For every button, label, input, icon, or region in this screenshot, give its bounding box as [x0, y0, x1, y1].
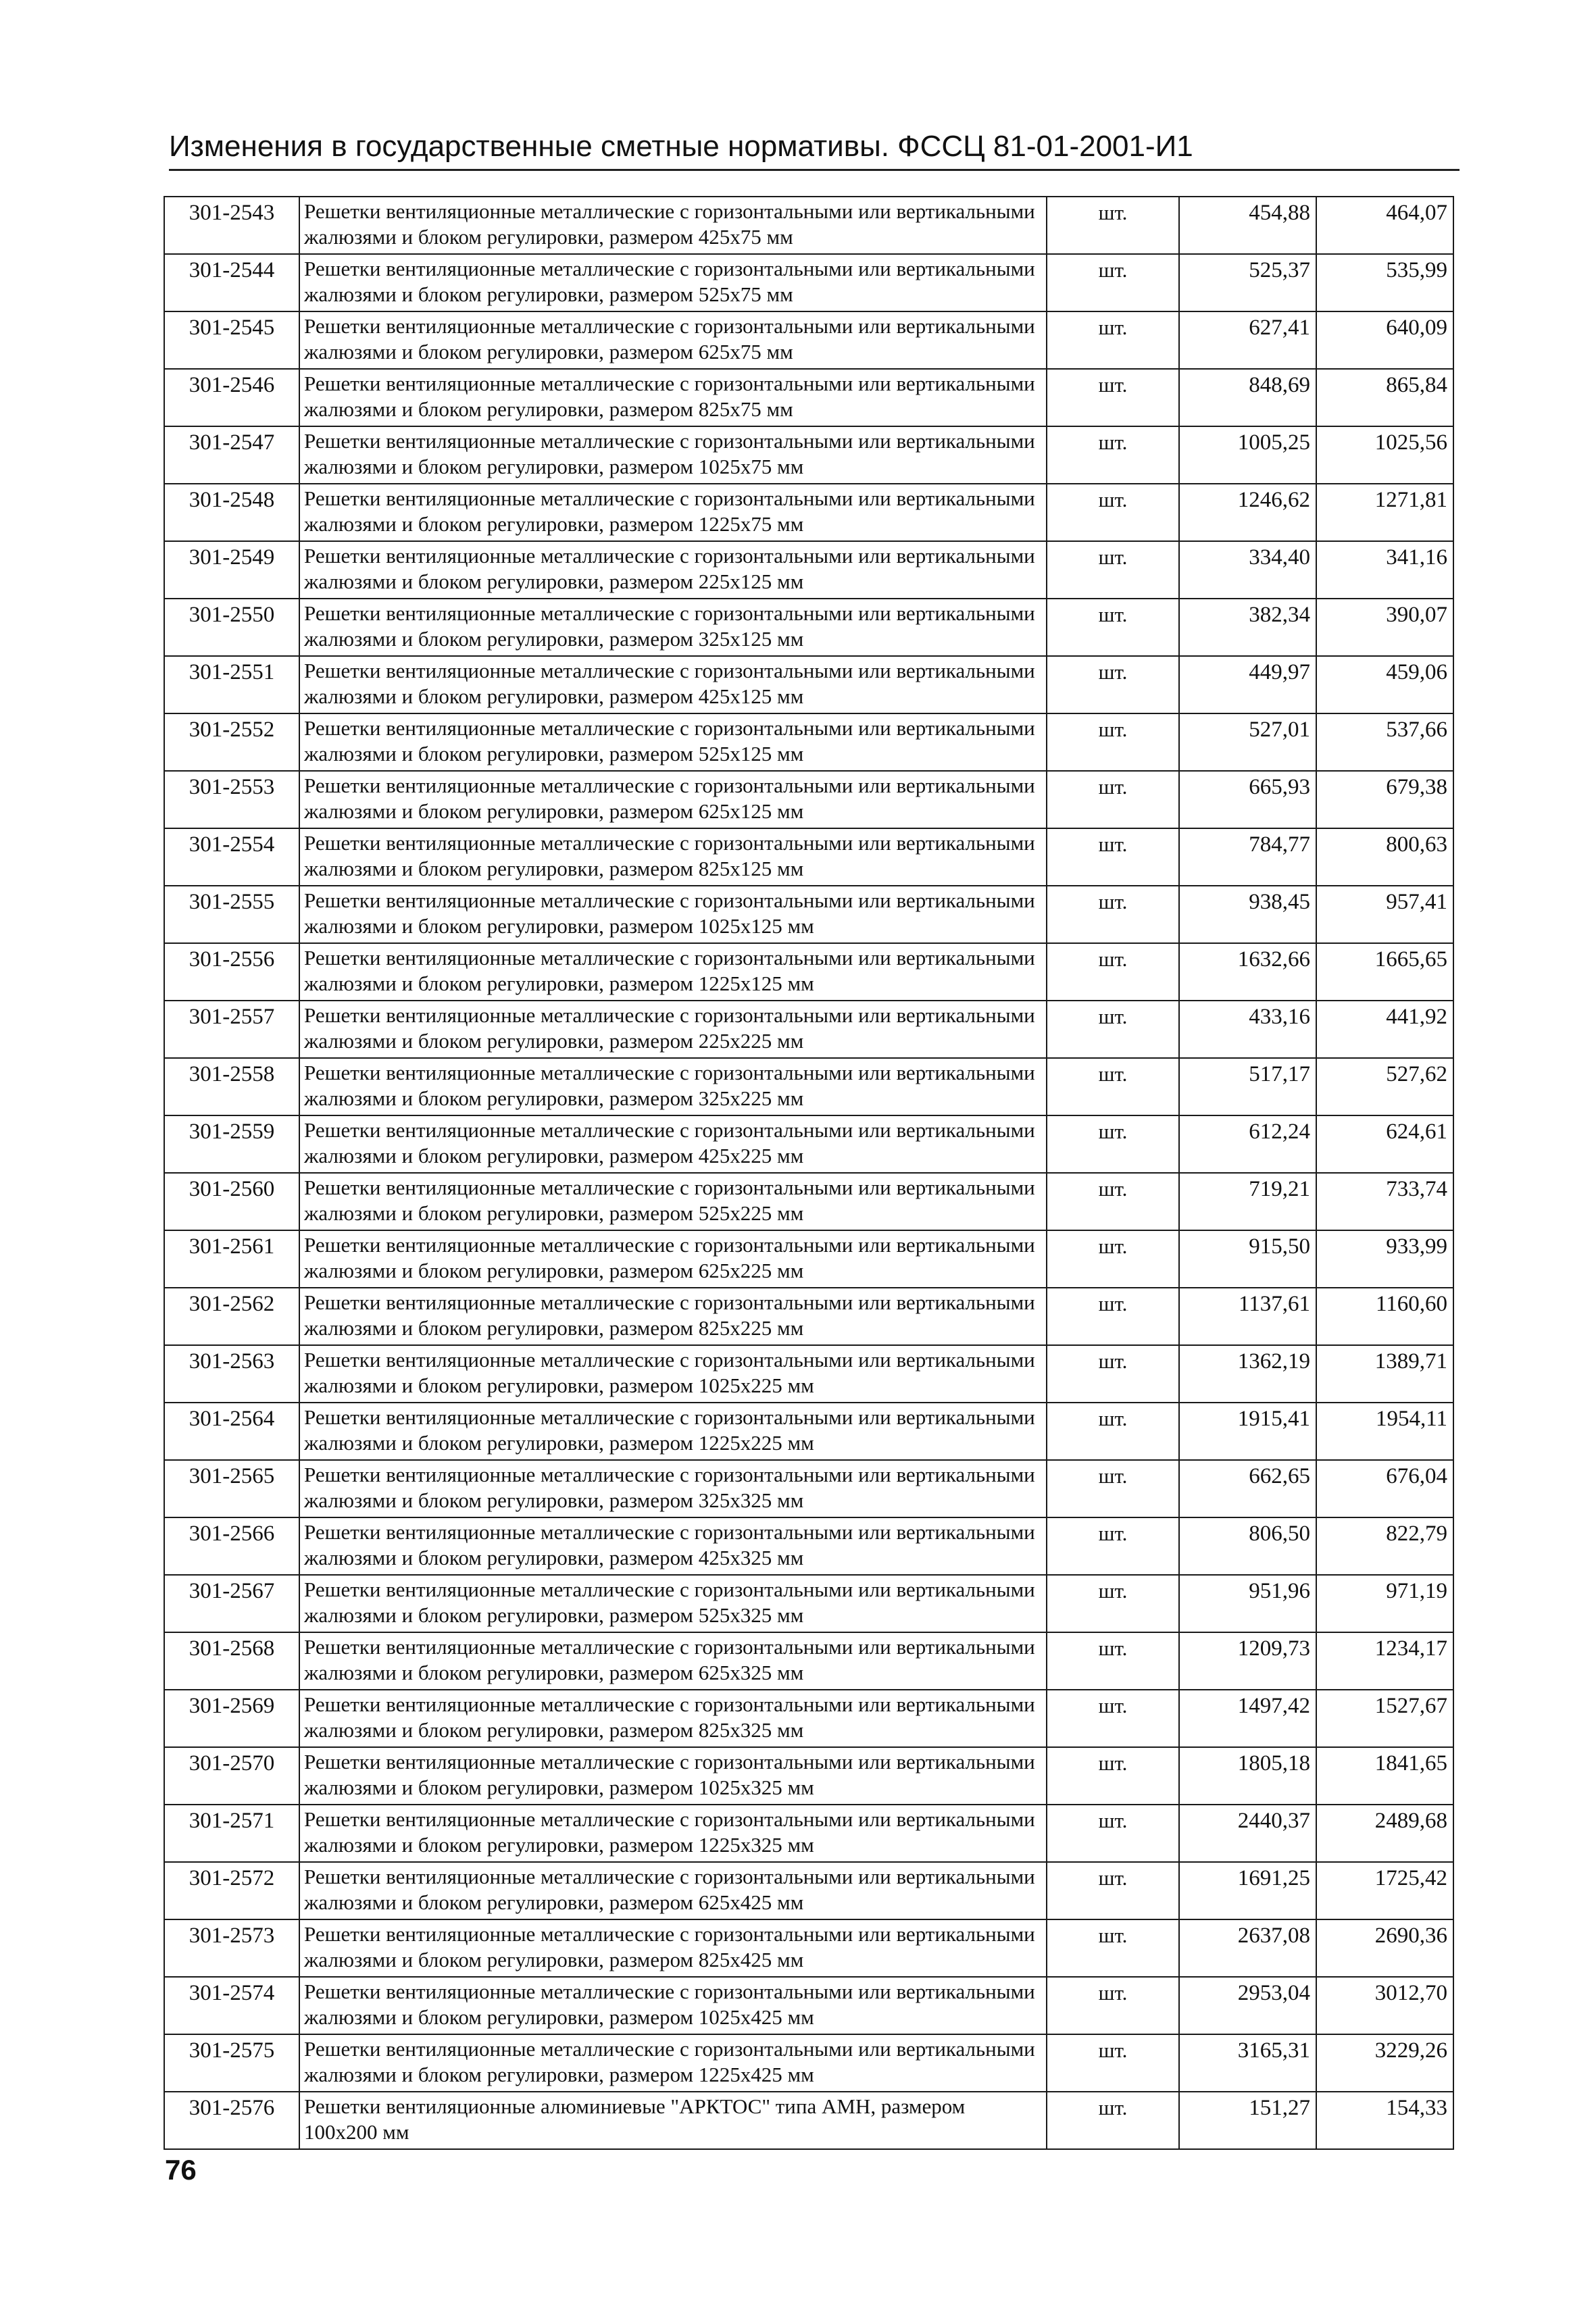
price-1-cell: 334,40 — [1179, 541, 1316, 599]
resource-code-cell: 301-2569 — [164, 1690, 299, 1747]
resource-name-cell: Решетки вентиляционные металлические с горизонтальными или вертикальными жалюзями и блоком регулировки, размером 1025х225 мм — [299, 1345, 1047, 1403]
price-2-cell: 1954,11 — [1316, 1403, 1453, 1460]
resource-name-cell: Решетки вентиляционные металлические с горизонтальными или вертикальными жалюзями и блоком регулировки, размером 1225х75 мм — [299, 484, 1047, 541]
resource-code-cell: 301-2556 — [164, 943, 299, 1001]
resource-name-cell: Решетки вентиляционные металлические с горизонтальными или вертикальными жалюзями и блоком регулировки, размером 525х75 мм — [299, 254, 1047, 311]
price-2-cell: 390,07 — [1316, 599, 1453, 656]
table-row — [164, 713, 1453, 771]
price-1-cell: 938,45 — [1179, 886, 1316, 943]
resource-name-cell: Решетки вентиляционные металлические с горизонтальными или вертикальными жалюзями и блоком регулировки, размером 625х75 мм — [299, 311, 1047, 369]
price-1-cell: 527,01 — [1179, 713, 1316, 771]
unit-cell: шт. — [1047, 1575, 1179, 1632]
table-row — [164, 828, 1453, 886]
resource-code-cell: 301-2570 — [164, 1747, 299, 1805]
price-2-cell: 537,66 — [1316, 713, 1453, 771]
resource-code-cell: 301-2543 — [164, 197, 299, 254]
unit-cell: шт. — [1047, 1058, 1179, 1115]
table-row — [164, 1517, 1453, 1575]
table-row — [164, 369, 1453, 426]
resource-code-cell: 301-2562 — [164, 1288, 299, 1345]
price-1-cell: 612,24 — [1179, 1115, 1316, 1173]
resource-name-cell: Решетки вентиляционные металлические с горизонтальными или вертикальными жалюзями и блоком регулировки, размером 325х125 мм — [299, 599, 1047, 656]
unit-cell: шт. — [1047, 254, 1179, 311]
resource-code-cell: 301-2572 — [164, 1862, 299, 1919]
price-2-cell: 527,62 — [1316, 1058, 1453, 1115]
unit-cell: шт. — [1047, 1690, 1179, 1747]
unit-cell: шт. — [1047, 2034, 1179, 2092]
resource-code-cell: 301-2557 — [164, 1001, 299, 1058]
price-1-cell: 525,37 — [1179, 254, 1316, 311]
resource-name-cell: Решетки вентиляционные металлические с горизонтальными или вертикальными жалюзями и блоком регулировки, размером 625х425 мм — [299, 1862, 1047, 1919]
table-row — [164, 943, 1453, 1001]
resource-code-cell: 301-2558 — [164, 1058, 299, 1115]
table-row — [164, 1001, 1453, 1058]
resource-code-cell: 301-2567 — [164, 1575, 299, 1632]
unit-cell: шт. — [1047, 771, 1179, 828]
price-1-cell: 2953,04 — [1179, 1977, 1316, 2034]
unit-cell: шт. — [1047, 369, 1179, 426]
resource-name-cell: Решетки вентиляционные металлические с горизонтальными или вертикальными жалюзями и блоком регулировки, размером 225х225 мм — [299, 1001, 1047, 1058]
unit-cell: шт. — [1047, 484, 1179, 541]
price-2-cell: 1160,60 — [1316, 1288, 1453, 1345]
resource-code-cell: 301-2552 — [164, 713, 299, 771]
table-row — [164, 1862, 1453, 1919]
price-1-cell: 951,96 — [1179, 1575, 1316, 1632]
table-row — [164, 1115, 1453, 1173]
table-row — [164, 1345, 1453, 1403]
price-1-cell: 1915,41 — [1179, 1403, 1316, 1460]
price-1-cell: 665,93 — [1179, 771, 1316, 828]
resource-name-cell: Решетки вентиляционные металлические с горизонтальными или вертикальными жалюзями и блоком регулировки, размером 325х225 мм — [299, 1058, 1047, 1115]
price-2-cell: 971,19 — [1316, 1575, 1453, 1632]
table-row — [164, 771, 1453, 828]
price-2-cell: 1271,81 — [1316, 484, 1453, 541]
table-row — [164, 2034, 1453, 2092]
table-row — [164, 1632, 1453, 1690]
resource-name-cell: Решетки вентиляционные металлические с горизонтальными или вертикальными жалюзями и блоком регулировки, размером 425х325 мм — [299, 1517, 1047, 1575]
unit-cell: шт. — [1047, 943, 1179, 1001]
resource-name-cell: Решетки вентиляционные металлические с горизонтальными или вертикальными жалюзями и блоком регулировки, размером 225х125 мм — [299, 541, 1047, 599]
table-row — [164, 656, 1453, 713]
unit-cell: шт. — [1047, 1403, 1179, 1460]
unit-cell: шт. — [1047, 1230, 1179, 1288]
price-1-cell: 2440,37 — [1179, 1805, 1316, 1862]
resource-code-cell: 301-2544 — [164, 254, 299, 311]
table-row — [164, 1058, 1453, 1115]
price-1-cell: 1209,73 — [1179, 1632, 1316, 1690]
table-row — [164, 1747, 1453, 1805]
unit-cell: шт. — [1047, 1115, 1179, 1173]
resource-name-cell: Решетки вентиляционные металлические с горизонтальными или вертикальными жалюзями и блоком регулировки, размером 1025х425 мм — [299, 1977, 1047, 2034]
resource-code-cell: 301-2547 — [164, 426, 299, 484]
resource-code-cell: 301-2548 — [164, 484, 299, 541]
price-1-cell: 1246,62 — [1179, 484, 1316, 541]
table-row — [164, 1919, 1453, 1977]
resource-name-cell: Решетки вентиляционные металлические с горизонтальными или вертикальными жалюзями и блоком регулировки, размером 1025х325 мм — [299, 1747, 1047, 1805]
unit-cell: шт. — [1047, 886, 1179, 943]
table-row — [164, 1977, 1453, 2034]
price-1-cell: 151,27 — [1179, 2092, 1316, 2149]
price-2-cell: 2690,36 — [1316, 1919, 1453, 1977]
resource-name-cell: Решетки вентиляционные металлические с горизонтальными или вертикальными жалюзями и блоком регулировки, размером 1025х125 мм — [299, 886, 1047, 943]
resource-code-cell: 301-2576 — [164, 2092, 299, 2149]
price-1-cell: 454,88 — [1179, 197, 1316, 254]
price-table — [164, 196, 1454, 2150]
resource-code-cell: 301-2546 — [164, 369, 299, 426]
unit-cell: шт. — [1047, 311, 1179, 369]
resource-code-cell: 301-2545 — [164, 311, 299, 369]
resource-name-cell: Решетки вентиляционные металлические с горизонтальными или вертикальными жалюзями и блоком регулировки, размером 825х425 мм — [299, 1919, 1047, 1977]
unit-cell: шт. — [1047, 1517, 1179, 1575]
price-1-cell: 915,50 — [1179, 1230, 1316, 1288]
price-2-cell: 822,79 — [1316, 1517, 1453, 1575]
resource-code-cell: 301-2565 — [164, 1460, 299, 1517]
unit-cell: шт. — [1047, 713, 1179, 771]
resource-name-cell: Решетки вентиляционные металлические с горизонтальными или вертикальными жалюзями и блоком регулировки, размером 1225х425 мм — [299, 2034, 1047, 2092]
unit-cell: шт. — [1047, 197, 1179, 254]
unit-cell: шт. — [1047, 1345, 1179, 1403]
table-row — [164, 1805, 1453, 1862]
table-row — [164, 484, 1453, 541]
resource-name-cell: Решетки вентиляционные металлические с горизонтальными или вертикальными жалюзями и блоком регулировки, размером 625х225 мм — [299, 1230, 1047, 1288]
unit-cell: шт. — [1047, 1632, 1179, 1690]
resource-code-cell: 301-2568 — [164, 1632, 299, 1690]
resource-name-cell: Решетки вентиляционные металлические с горизонтальными или вертикальными жалюзями и блоком регулировки, размером 825х125 мм — [299, 828, 1047, 886]
price-1-cell: 662,65 — [1179, 1460, 1316, 1517]
price-1-cell: 1691,25 — [1179, 1862, 1316, 1919]
price-1-cell: 1632,66 — [1179, 943, 1316, 1001]
resource-name-cell: Решетки вентиляционные металлические с горизонтальными или вертикальными жалюзями и блоком регулировки, размером 1225х125 мм — [299, 943, 1047, 1001]
price-2-cell: 441,92 — [1316, 1001, 1453, 1058]
price-1-cell: 2637,08 — [1179, 1919, 1316, 1977]
price-1-cell: 719,21 — [1179, 1173, 1316, 1230]
unit-cell: шт. — [1047, 1173, 1179, 1230]
price-1-cell: 784,77 — [1179, 828, 1316, 886]
price-2-cell: 1025,56 — [1316, 426, 1453, 484]
price-2-cell: 676,04 — [1316, 1460, 1453, 1517]
unit-cell: шт. — [1047, 1460, 1179, 1517]
price-2-cell: 3012,70 — [1316, 1977, 1453, 2034]
price-2-cell: 3229,26 — [1316, 2034, 1453, 2092]
page-header-title: Изменения в государственные сметные нормативы. ФССЦ 81-01-2001-И1 — [169, 130, 1193, 163]
price-2-cell: 464,07 — [1316, 197, 1453, 254]
unit-cell: шт. — [1047, 828, 1179, 886]
unit-cell: шт. — [1047, 541, 1179, 599]
resource-name-cell: Решетки вентиляционные металлические с горизонтальными или вертикальными жалюзями и блоком регулировки, размером 425х125 мм — [299, 656, 1047, 713]
price-1-cell: 517,17 — [1179, 1058, 1316, 1115]
resource-code-cell: 301-2561 — [164, 1230, 299, 1288]
unit-cell: шт. — [1047, 656, 1179, 713]
price-1-cell: 1362,19 — [1179, 1345, 1316, 1403]
resource-code-cell: 301-2575 — [164, 2034, 299, 2092]
unit-cell: шт. — [1047, 599, 1179, 656]
resource-name-cell: Решетки вентиляционные алюминиевые "АРКТОС" типа АМН, размером 100х200 мм — [299, 2092, 1047, 2149]
unit-cell: шт. — [1047, 2092, 1179, 2149]
price-2-cell: 865,84 — [1316, 369, 1453, 426]
table-row — [164, 1173, 1453, 1230]
price-table-body — [164, 197, 1453, 2149]
price-2-cell: 1389,71 — [1316, 1345, 1453, 1403]
unit-cell: шт. — [1047, 426, 1179, 484]
price-2-cell: 1527,67 — [1316, 1690, 1453, 1747]
table-row — [164, 426, 1453, 484]
table-row — [164, 254, 1453, 311]
price-2-cell: 1665,65 — [1316, 943, 1453, 1001]
unit-cell: шт. — [1047, 1862, 1179, 1919]
resource-code-cell: 301-2571 — [164, 1805, 299, 1862]
resource-name-cell: Решетки вентиляционные металлические с горизонтальными или вертикальными жалюзями и блоком регулировки, размером 425х225 мм — [299, 1115, 1047, 1173]
resource-name-cell: Решетки вентиляционные металлические с горизонтальными или вертикальными жалюзями и блоком регулировки, размером 1025х75 мм — [299, 426, 1047, 484]
unit-cell: шт. — [1047, 1288, 1179, 1345]
price-2-cell: 2489,68 — [1316, 1805, 1453, 1862]
table-row — [164, 599, 1453, 656]
resource-code-cell: 301-2564 — [164, 1403, 299, 1460]
table-row — [164, 541, 1453, 599]
table-row — [164, 1403, 1453, 1460]
price-2-cell: 1234,17 — [1316, 1632, 1453, 1690]
price-2-cell: 459,06 — [1316, 656, 1453, 713]
price-2-cell: 341,16 — [1316, 541, 1453, 599]
unit-cell: шт. — [1047, 1001, 1179, 1058]
resource-code-cell: 301-2573 — [164, 1919, 299, 1977]
price-1-cell: 848,69 — [1179, 369, 1316, 426]
price-2-cell: 154,33 — [1316, 2092, 1453, 2149]
resource-name-cell: Решетки вентиляционные металлические с горизонтальными или вертикальными жалюзями и блоком регулировки, размером 825х225 мм — [299, 1288, 1047, 1345]
resource-code-cell: 301-2566 — [164, 1517, 299, 1575]
price-2-cell: 624,61 — [1316, 1115, 1453, 1173]
resource-name-cell: Решетки вентиляционные металлические с горизонтальными или вертикальными жалюзями и блоком регулировки, размером 525х225 мм — [299, 1173, 1047, 1230]
unit-cell: шт. — [1047, 1805, 1179, 1862]
resource-name-cell: Решетки вентиляционные металлические с горизонтальными или вертикальными жалюзями и блоком регулировки, размером 525х325 мм — [299, 1575, 1047, 1632]
price-1-cell: 433,16 — [1179, 1001, 1316, 1058]
resource-code-cell: 301-2555 — [164, 886, 299, 943]
unit-cell: шт. — [1047, 1977, 1179, 2034]
resource-code-cell: 301-2563 — [164, 1345, 299, 1403]
price-2-cell: 679,38 — [1316, 771, 1453, 828]
resource-name-cell: Решетки вентиляционные металлические с горизонтальными или вертикальными жалюзями и блоком регулировки, размером 1225х325 мм — [299, 1805, 1047, 1862]
table-row — [164, 1460, 1453, 1517]
price-2-cell: 535,99 — [1316, 254, 1453, 311]
resource-name-cell: Решетки вентиляционные металлические с горизонтальными или вертикальными жалюзями и блоком регулировки, размером 425х75 мм — [299, 197, 1047, 254]
price-1-cell: 1805,18 — [1179, 1747, 1316, 1805]
header-divider — [169, 169, 1460, 171]
resource-name-cell: Решетки вентиляционные металлические с горизонтальными или вертикальными жалюзями и блоком регулировки, размером 825х75 мм — [299, 369, 1047, 426]
resource-code-cell: 301-2549 — [164, 541, 299, 599]
resource-code-cell: 301-2560 — [164, 1173, 299, 1230]
price-1-cell: 806,50 — [1179, 1517, 1316, 1575]
price-2-cell: 957,41 — [1316, 886, 1453, 943]
price-2-cell: 1725,42 — [1316, 1862, 1453, 1919]
price-1-cell: 3165,31 — [1179, 2034, 1316, 2092]
table-row — [164, 886, 1453, 943]
resource-name-cell: Решетки вентиляционные металлические с горизонтальными или вертикальными жалюзями и блоком регулировки, размером 825х325 мм — [299, 1690, 1047, 1747]
table-row — [164, 311, 1453, 369]
price-1-cell: 1005,25 — [1179, 426, 1316, 484]
table-row — [164, 1230, 1453, 1288]
resource-code-cell: 301-2559 — [164, 1115, 299, 1173]
price-2-cell: 1841,65 — [1316, 1747, 1453, 1805]
price-2-cell: 640,09 — [1316, 311, 1453, 369]
resource-code-cell: 301-2550 — [164, 599, 299, 656]
price-2-cell: 800,63 — [1316, 828, 1453, 886]
table-row — [164, 2092, 1453, 2149]
resource-name-cell: Решетки вентиляционные металлические с горизонтальными или вертикальными жалюзями и блоком регулировки, размером 525х125 мм — [299, 713, 1047, 771]
price-1-cell: 1497,42 — [1179, 1690, 1316, 1747]
table-row — [164, 1288, 1453, 1345]
resource-code-cell: 301-2574 — [164, 1977, 299, 2034]
price-1-cell: 382,34 — [1179, 599, 1316, 656]
price-1-cell: 449,97 — [1179, 656, 1316, 713]
resource-name-cell: Решетки вентиляционные металлические с горизонтальными или вертикальными жалюзями и блоком регулировки, размером 1225х225 мм — [299, 1403, 1047, 1460]
table-row — [164, 1690, 1453, 1747]
table-row — [164, 197, 1453, 254]
price-1-cell: 627,41 — [1179, 311, 1316, 369]
resource-name-cell: Решетки вентиляционные металлические с горизонтальными или вертикальными жалюзями и блоком регулировки, размером 625х325 мм — [299, 1632, 1047, 1690]
price-2-cell: 933,99 — [1316, 1230, 1453, 1288]
unit-cell: шт. — [1047, 1747, 1179, 1805]
resource-code-cell: 301-2554 — [164, 828, 299, 886]
resource-name-cell: Решетки вентиляционные металлические с горизонтальными или вертикальными жалюзями и блоком регулировки, размером 625х125 мм — [299, 771, 1047, 828]
price-2-cell: 733,74 — [1316, 1173, 1453, 1230]
resource-code-cell: 301-2553 — [164, 771, 299, 828]
resource-name-cell: Решетки вентиляционные металлические с горизонтальными или вертикальными жалюзями и блоком регулировки, размером 325х325 мм — [299, 1460, 1047, 1517]
page-number: 76 — [165, 2154, 197, 2186]
unit-cell: шт. — [1047, 1919, 1179, 1977]
resource-code-cell: 301-2551 — [164, 656, 299, 713]
price-1-cell: 1137,61 — [1179, 1288, 1316, 1345]
table-row — [164, 1575, 1453, 1632]
